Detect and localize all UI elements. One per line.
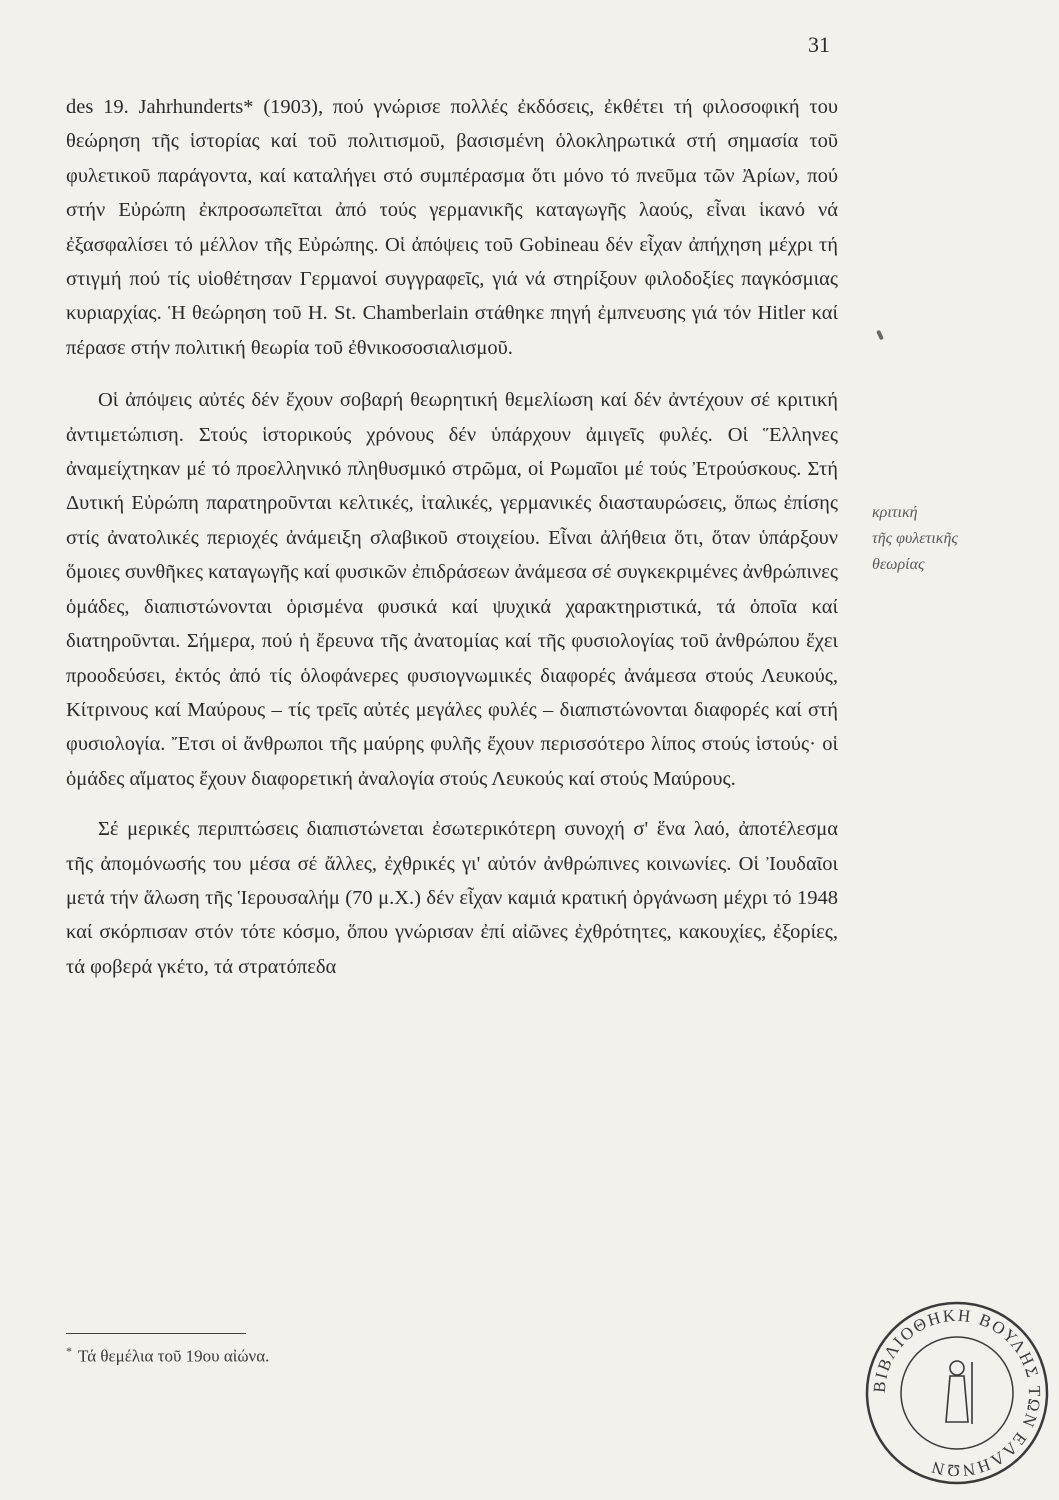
body-text (66, 90, 838, 984)
paragraph-1: des 19. Jahrhunderts* (1903), πού γνώρισε πολλές ἐκδόσεις, ἐκθέτει τή φιλοσοφική του θεώρηση τῆς ἱστορίας καί τοῦ πολιτισμοῦ, βασισμένη ὁλοκληρωτικά στή σημασία τοῦ φυλετικοῦ παράγοντα, καί καταλήγει στό συμπέρασμα ὅτι μόνο τό πνεῦμα τῶν Ἀρίων, πού στήν Εὐρώπη ἐκπροσωπεῖται ἀπό τούς γερμανικῆς καταγωγῆς λαούς, εἶναι ἱκανό νά ἐξασφαλίσει τό μέλλον τῆς Εὐρώπης. Οἱ ἀπόψεις τοῦ Gobineau δέν εἶχαν ἀπήχηση μέχρι τή στιγμή πού τίς υἱοθέτησαν Γερμανοί συγγραφεῖς, γιά νά στηρίξουν φιλοδοξίες παγκόσμιας κυριαρχίας. Ἡ θεώρηση τοῦ H. St. Chamberlain στάθηκε πηγή ἐμπνευσης γιά τόν Hitler καί πέρασε στήν πολιτική θεωρία τοῦ ἐθνικοσοσιαλισμοῦ. (66, 96, 838, 359)
page-number: 31 (808, 32, 830, 57)
stamp-text: ΒΙΒΛΙΟΘΗΚΗ ΒΟΥΛΗΣ ΤΩΝ ΕΛΛΗΝΩΝ (869, 1305, 1045, 1481)
margin-note: κριτική τῆς φυλετικῆς θεωρίας (872, 504, 958, 573)
paragraph-3: Σέ μερικές περιπτώσεις διαπιστώνεται ἐσωτερικότερη συνοχή σ' ἕνα λαό, ἀποτέλεσμα τῆς ἀπομόνωσής του μέσα σέ ἄλλες, ἐχθρικές γι' αὐτόν ἀνθρώπινες κοινωνίες. Οἱ Ἰουδαῖοι μετά τήν ἅλωση τῆς Ἱερουσαλήμ (70 μ.Χ.) δέν εἶχαν καμιά κρατική ὀργάνωση μέχρι τό 1948 καί σκόρπισαν στόν τότε κόσμο, ὅπου γνώρισαν ἐπί αἰῶνες ἐχθρότητες, κακουχίες, ἐξορίες, τά φοβερά γκέτο, τά στρατόπεδα (66, 818, 838, 978)
paragraph-2: Οἱ ἀπόψεις αὐτές δέν ἔχουν σοβαρή θεωρητική θεμελίωση καί δέν ἀντέχουν σέ κριτική ἀντιμετώπιση. Στούς ἱστορικούς χρόνους δέν ὑπάρχουν ἀμιγεῖς φυλές. Οἱ Ἕλληνες ἀναμείχτηκαν μέ τό προελληνικό πληθυσμικό στρῶμα, οἱ Ρωμαῖοι μέ τούς Ἐτρούσκους. Στή Δυτική Εὐρώπη παρατηροῦνται κελτικές, ἰταλικές, γερμανικές διασταυρώσεις, ὅπως ἐπίσης στίς ἀνατολικές περιοχές ἀνάμειξη σλαβικοῦ στοιχείου. Εἶναι ἀλήθεια ὅτι, ὅταν ὑπάρξουν ὅμοιες συνθῆκες καταγωγῆς καί φυσικῶν ἐπιδράσεων ἀνάμεσα σέ συγκεκριμένες ἀνθρώπινες ὁμάδες, διαπιστώνονται ὁρισμένα φυσικά καί ψυχικά χαρακτηριστικά, τά ὁποῖα καί διατηροῦνται. Σήμερα, πού ἡ ἔρευνα τῆς ἀνατομίας καί τῆς φυσιολογίας τοῦ ἀνθρώπου ἔχει προοδεύσει, ἐκτός ἀπό τίς ὁλοφάνερες φυσιογνωμικές διαφορές ἀνάμεσα στούς Λευκούς, Κίτρινους καί Μαύρους – τίς τρεῖς αὐτές μεγάλες φυλές – διαπιστώνονται διαφορές καί στή φυσιολογία. Ἔτσι οἱ ἄνθρωποι τῆς μαύρης φυλῆς ἔχουν περισσότερο λίπος στούς ἱστούς· οἱ ὁμάδες αἵματος ἔχουν διαφορετική ἀναλογία στούς Λευκούς καί στούς Μαύρους. (66, 389, 838, 790)
library-stamp (862, 1298, 1052, 1488)
footnote (66, 1344, 269, 1367)
figure-icon (946, 1361, 972, 1424)
margin-mark (876, 330, 884, 341)
footnote-text: Τά θεμέλια τοῦ 19ου αἰώνα. (78, 1346, 270, 1366)
footnote-mark: * (66, 1344, 72, 1358)
footnote-divider (66, 1333, 246, 1334)
svg-text:ΒΙΒΛΙΟΘΗΚΗ ΒΟΥΛΗΣ ΤΩΝ ΕΛΛΗΝΩΝ (870, 1306, 1044, 1481)
